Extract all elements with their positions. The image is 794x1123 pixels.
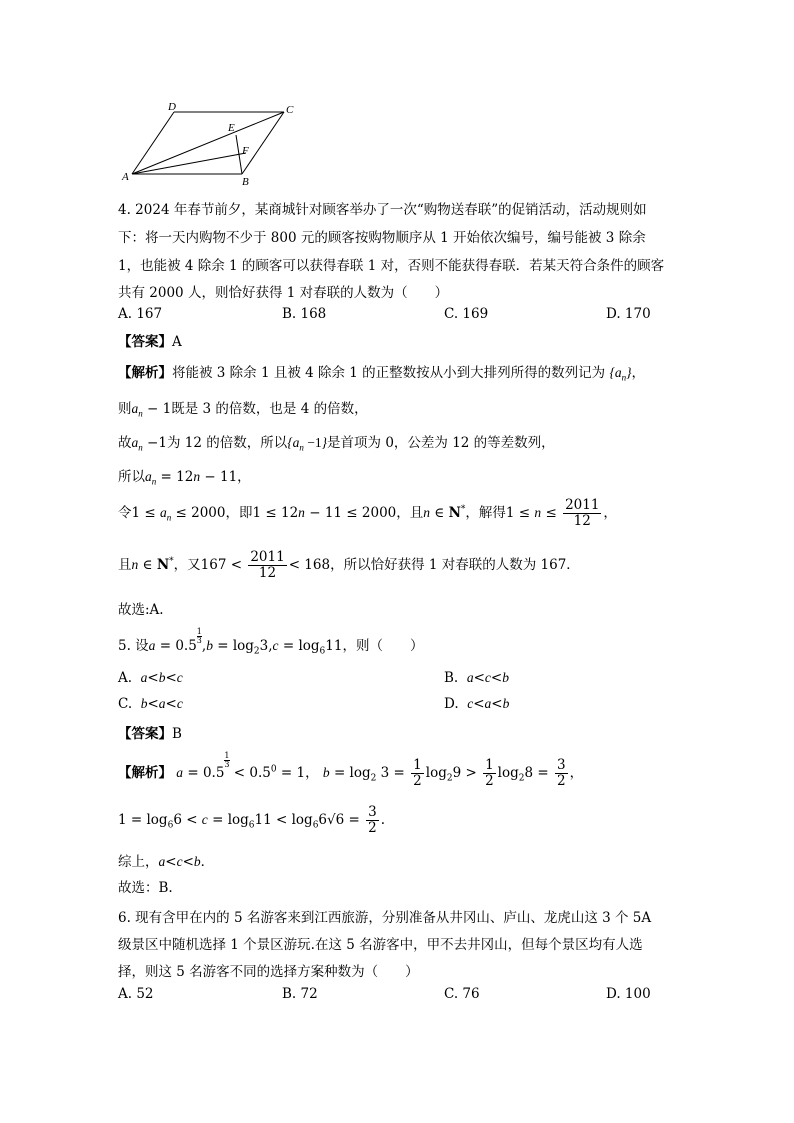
q4-answer bbox=[118, 330, 182, 350]
q6-option-a: A. 52 bbox=[118, 986, 154, 1002]
q4-analysis-line6: 且n ∈ N*，又167 < $\frac{2011}{12}$ < 168，所以恰好获得 1 对春联的人数为 167． bbox=[118, 549, 580, 581]
q4-analysis-line5: 令$1 \le a_n \le 2000$，即1 ≤ 12n − 11 ≤ 2000，且n ∈ N*，解得1 ≤ n ≤ $\frac{2011}{12}$ ， bbox=[118, 497, 617, 529]
answer-label: 【答案】 bbox=[118, 334, 172, 350]
q5-answer: 【答案】B bbox=[118, 726, 182, 742]
label-B: B bbox=[242, 176, 249, 188]
q5-analysis-line2: $1 = \log_66 < c = \log_611 < \log_66√6$ = $\frac{3}{2}$ . bbox=[118, 804, 385, 836]
q4-stem-line1: 4. 2024 年春节前夕，某商城针对顾客举办了一次“购物送春联”的促销活动，活动规则如 bbox=[118, 202, 647, 218]
q6-option-c: C. 76 bbox=[444, 986, 480, 1002]
q5-stem: 5. 设a = 0.5 $\frac{1}{3},b = \log_23,c = \log_611$，则（ ） bbox=[118, 627, 424, 657]
label-E: E bbox=[228, 122, 235, 134]
q4-analysis-line1: 【解析】将能被 3 除余 1 且被 4 除余 1 的正整数按从小到大排列所得的数列记为 $\{a_n\}$， bbox=[118, 365, 646, 383]
q4-analysis-line4: 所以$a_n = 12n - 11$， bbox=[118, 469, 251, 487]
q6-option-b: B. 72 bbox=[282, 986, 318, 1002]
answer-value: A bbox=[172, 334, 182, 350]
q5-option-b: B. a<c<b bbox=[444, 670, 509, 686]
geometry-figure bbox=[118, 98, 308, 188]
q4-option-a: A. 167 bbox=[118, 306, 163, 322]
label-D: D bbox=[168, 101, 176, 113]
q6-stem-line2: 级景区中随机选择 1 个景区游玩.在这 5 名游客中，甲不去井冈山，但每个景区均有人选 bbox=[118, 937, 643, 953]
q6-stem-line1: 6. 现有含甲在内的 5 名游客来到江西旅游，分别准备从井冈山、庐山、龙虎山这 3 个 5A bbox=[118, 910, 652, 926]
edge-CB bbox=[242, 112, 284, 174]
edge-AD bbox=[132, 112, 174, 174]
q5-option-d: D. c<a<b bbox=[444, 696, 510, 712]
q6-option-d: D. 100 bbox=[606, 986, 651, 1002]
q4-stem-line4: 共有 2000 人，则恰好获得 1 对春联的人数为（ ） bbox=[118, 285, 449, 301]
q5-conclusion: 故选：B. bbox=[118, 880, 173, 896]
q4-option-b: B. 168 bbox=[282, 306, 327, 322]
q5-analysis-line1: 【解析】 a = 0.5 $\frac{1}{3} < 0.5^0 = 1$， $b = \log_2 3$ = $\frac{1}{2}$ $\log_29$ > $\frac{1}{2}$ $\log_28$ = $\frac{3}{2}$ ， bbox=[118, 751, 584, 789]
segment-AF bbox=[132, 153, 246, 174]
q6-stem-line3: 择，则这 5 名游客不同的选择方案种数为（ ） bbox=[118, 964, 419, 980]
q4-analysis-line3: 故$a_n -1$为 12 的倍数，所以$\{a_n -1\}$是首项为 0，公差为 12 的等差数列， bbox=[118, 435, 555, 453]
q4-option-d: D. 170 bbox=[606, 306, 651, 322]
q4-analysis-line2: 则$a_n - 1$既是 3 的倍数，也是 4 的倍数， bbox=[118, 401, 368, 419]
diagonal-AC bbox=[132, 112, 284, 174]
q4-stem-line3: 1，也能被 4 除余 1 的顾客可以获得春联 1 对，否则不能获得春联．若某天符合条件的顾客 bbox=[118, 258, 665, 274]
label-F: F bbox=[242, 145, 249, 157]
q5-option-a: A. a<b<c bbox=[118, 670, 183, 686]
q5-option-c: C. b<a<c bbox=[118, 696, 183, 712]
label-C: C bbox=[286, 104, 294, 116]
label-A: A bbox=[122, 171, 129, 183]
q5-summary: 综上，a<c<b． bbox=[118, 854, 215, 870]
q4-conclusion: 故选:A. bbox=[118, 602, 164, 618]
q4-stem-line2: 下：将一天内购物不少于 800 元的顾客按购物顺序从 1 开始依次编号，编号能被 3 除余 bbox=[118, 230, 646, 246]
q4-option-c: C. 169 bbox=[444, 306, 489, 322]
